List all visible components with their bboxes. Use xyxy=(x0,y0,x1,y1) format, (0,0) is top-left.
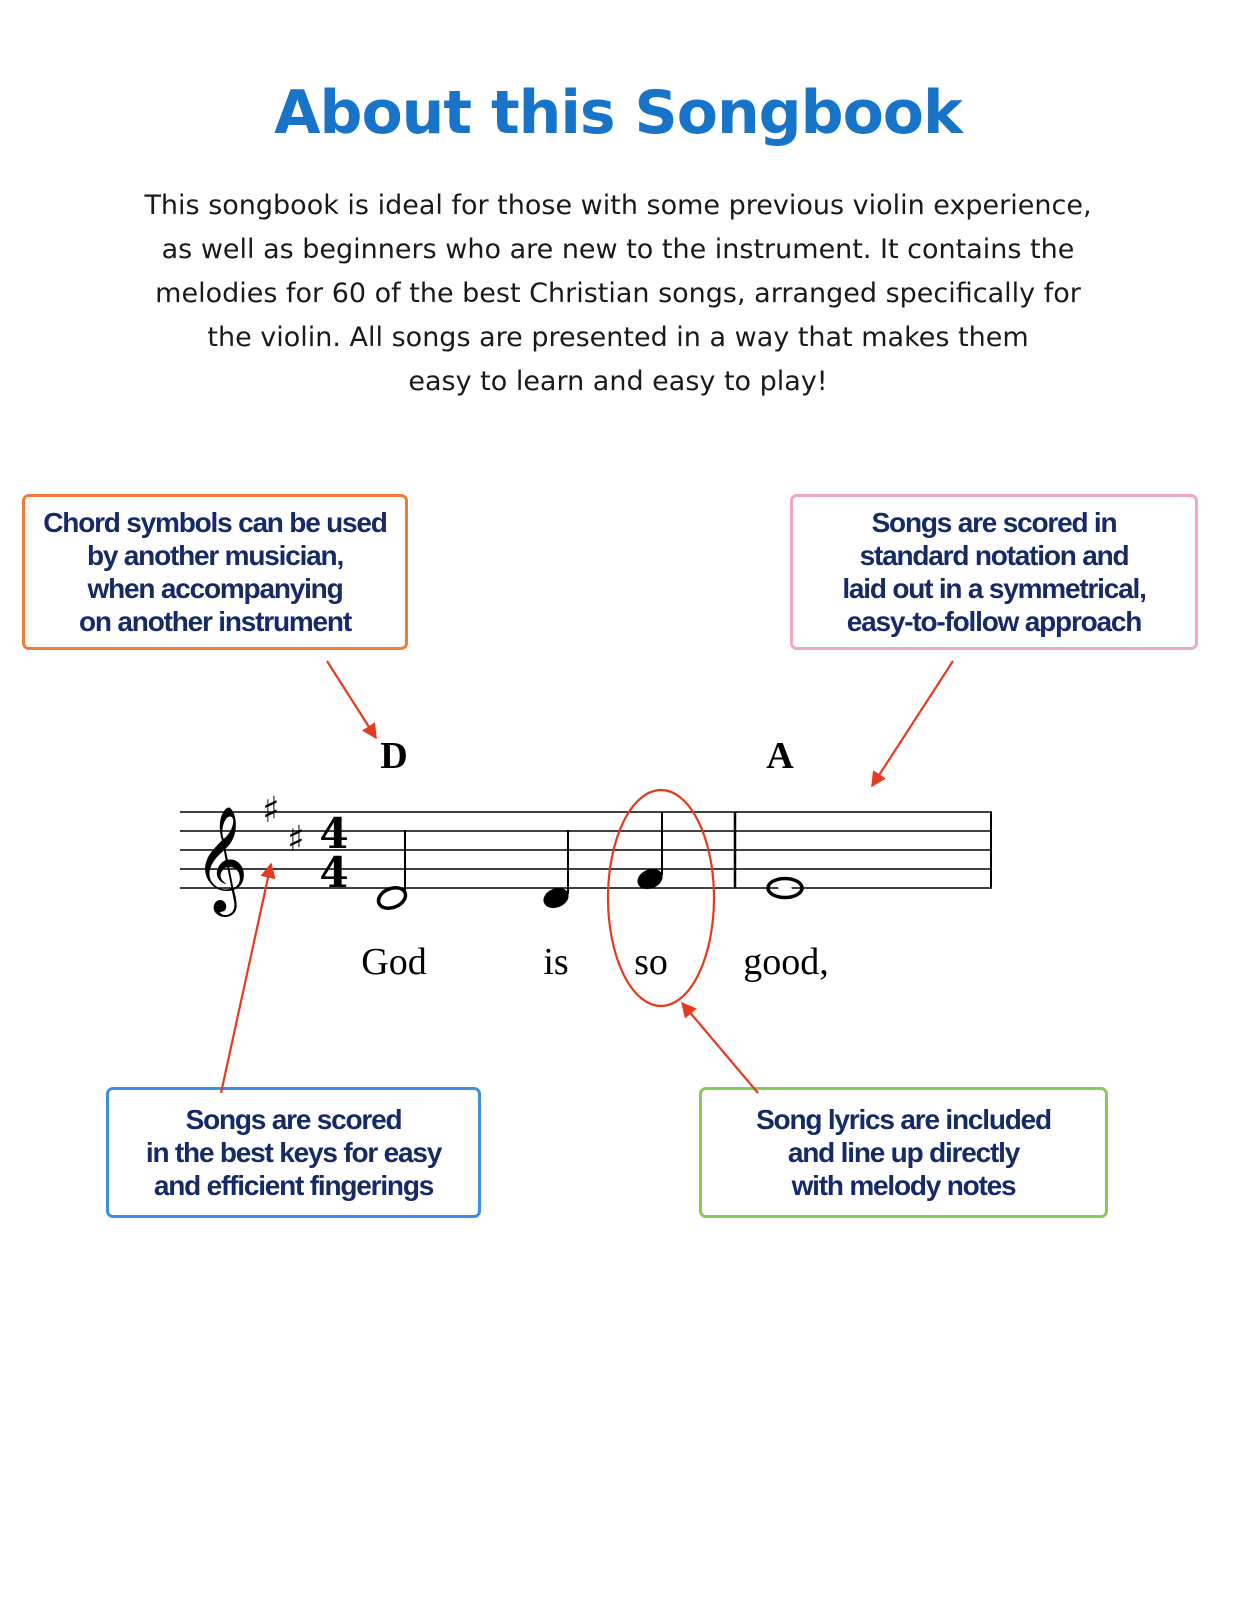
intro-line: easy to learn and easy to play! xyxy=(408,366,828,397)
intro-line: melodies for 60 of the best Christian songs, arranged specifically for xyxy=(155,278,1081,309)
half-note xyxy=(375,830,408,912)
callout-line: with melody notes xyxy=(791,1170,1016,1201)
callout-line: in the best keys for easy xyxy=(145,1137,442,1168)
callout-line: standard notation and xyxy=(859,540,1129,571)
intro-line: This songbook is ideal for those with some previous violin experience, xyxy=(144,190,1092,221)
quarter-note xyxy=(540,830,571,912)
lyric-word: God xyxy=(361,941,427,983)
arrow-to-lyric xyxy=(682,1003,758,1093)
time-signature-bottom: 4 xyxy=(319,848,349,897)
callout-line: Song lyrics are included xyxy=(756,1104,1051,1135)
intro-line: as well as beginners who are new to the instrument. It contains the xyxy=(161,234,1075,265)
quarter-note xyxy=(634,812,665,893)
chord-symbol: A xyxy=(766,735,794,777)
arrow-to-chord xyxy=(327,661,376,738)
lyric-word: is xyxy=(543,941,569,983)
time-signature-top: 4 xyxy=(319,809,349,858)
sharp-icon: ♯ xyxy=(262,790,280,831)
callout-line: Songs are scored in xyxy=(871,507,1117,538)
callout-line: on another instrument xyxy=(79,606,351,637)
callout-line: Songs are scored xyxy=(185,1104,402,1135)
callout-line: easy-to-follow approach xyxy=(846,606,1142,637)
lyric-word: so xyxy=(634,941,668,983)
sharp-icon: ♯ xyxy=(287,819,305,860)
page-title: About this Songbook xyxy=(274,78,962,148)
callout-line: when accompanying xyxy=(87,573,343,604)
callout-line: by another musician, xyxy=(86,540,344,571)
callout-line: laid out in a symmetrical, xyxy=(842,573,1146,604)
callout-line: Chord symbols can be used xyxy=(43,507,387,538)
treble-clef-icon: 𝄞 xyxy=(194,805,249,912)
intro-line: the violin. All songs are presented in a way that makes them xyxy=(207,322,1029,353)
lyric-word: good, xyxy=(743,941,829,983)
arrow-to-staff xyxy=(872,661,953,786)
callout-line: and efficient fingerings xyxy=(153,1170,434,1201)
chord-symbol: D xyxy=(380,735,408,777)
callout-line: and line up directly xyxy=(787,1137,1020,1168)
